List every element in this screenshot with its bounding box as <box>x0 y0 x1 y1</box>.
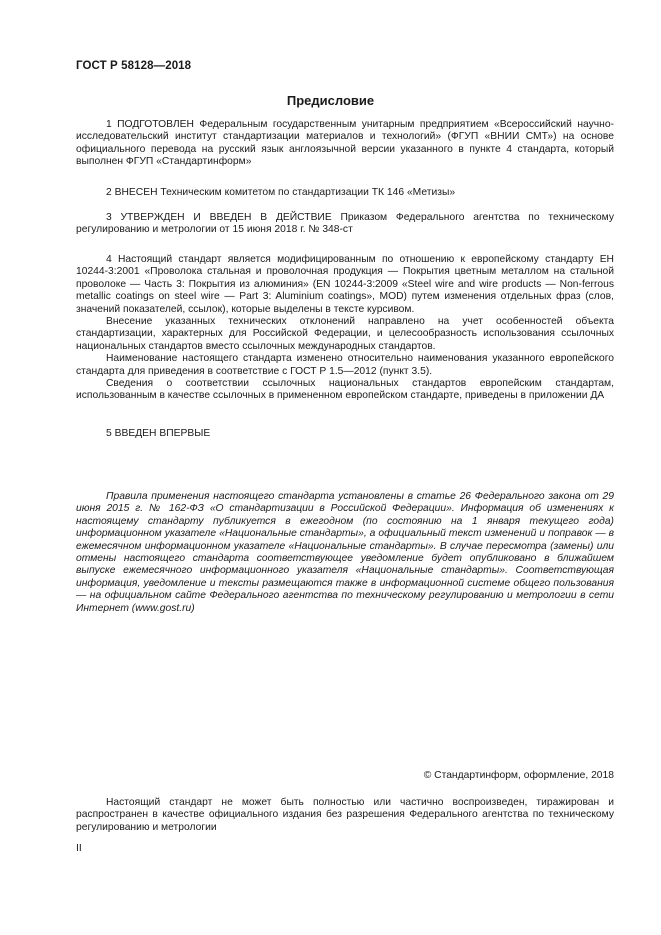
section-2 <box>76 187 614 199</box>
section-3 <box>76 212 614 237</box>
section-4-paragraph-2: Внесение указанных технических отклонений направлено на учет особенностей объекта стандартизации, характерных для Российской Федерации, и целесообразность использования ссылочных национальных стандартов вместо ссылочных международных стандартов. <box>76 316 614 352</box>
page-number: II <box>76 843 82 854</box>
reproduction-notice-text: Настоящий стандарт не может быть полностью или частично воспроизведен, тиражирован и распространен в качестве официального издания без разрешения Федерального агентства по техническому регулированию и метрологии <box>76 797 614 833</box>
section-5 <box>76 428 614 440</box>
section-4-paragraph-1: 4 Настоящий стандарт является модифицированным по отношению к европейскому стандарту ЕН 10244-3:2001 «Проволока стальная и проволочная продукция — Покрытия цветным металлом на стальной проволоке — Часть 3: Покрытия из алюминия» (EN 10244-3:2009 «Steel wire and wire products — Non-ferrous metallic coatings on steel wire — Part 3: Aluminium coatings», MOD) путем изменения отдельных фраз (слов, значений показателей, ссылок), которые выделены в тексте курсивом. <box>76 254 614 315</box>
page-title: Предисловие <box>286 93 375 108</box>
application-notice <box>76 491 614 615</box>
section-5-text: 5 ВВЕДЕН ВПЕРВЫЕ <box>106 428 211 439</box>
section-1 <box>76 119 614 169</box>
reproduction-notice <box>76 797 614 834</box>
copyright-line: © Стандартинформ, оформление, 2018 <box>423 770 614 781</box>
section-4-paragraph-3: Наименование настоящего стандарта изменено относительно наименования указанного европейского стандарта для приведения в соответствие с ГОСТ Р 1.5—2012 (пункт 3.5). <box>76 353 614 377</box>
section-4 <box>76 254 614 403</box>
document-code: ГОСТ Р 58128—2018 <box>76 60 192 72</box>
section-4-paragraph-4: Сведения о соответствии ссылочных национальных стандартов европейским стандартам, использованным в качестве ссылочных в примененном европейском стандарте, приведены в приложении ДА <box>76 378 614 402</box>
section-3-text: 3 УТВЕРЖДЕН И ВВЕДЕН В ДЕЙСТВИЕ Приказом Федерального агентства по техническому регулированию и метрологии от 15 июня 2018 г. № 348-ст <box>76 212 614 236</box>
section-1-text: 1 ПОДГОТОВЛЕН Федеральным государственным унитарным предприятием «Всероссийский научно-исследовательский институт стандартизации материалов и технологий» (ФГУП «ВНИИ СМТ») на основе официального перевода на русский язык англоязычной версии указанного в пункте 4 стандарта, который выполнен ФГУП «Стандартинформ» <box>76 119 614 168</box>
section-2-text: 2 ВНЕСЕН Техническим комитетом по стандартизации ТК 146 «Метизы» <box>106 187 456 198</box>
application-notice-text: Правила применения настоящего стандарта установлены в статье 26 Федерального закона от 29 июня 2015 г. № 162-ФЗ «О стандартизации в Российской Федерации». Информация об изменениях к настоящему стандарту публикуется в ежегодном (по состоянию на 1 января текущего года) информационном указателе «Национальные стандарты», а официальный текст изменений и поправок — в ежемесячном информационном указателе «Национальные стандарты». В случае пересмотра (замены) или отмены настоящего стандарта соответствующее уведомление будет опубликовано в ближайшем выпуске ежемесячного информационного указателя «Национальные стандарты». Соответствующая информация, уведомление и тексты размещаются также в информационной системе общего пользования — на официальном сайте Федерального агентства по техническому регулированию и метрологии в сети Интернет (www.gost.ru) <box>76 491 614 614</box>
